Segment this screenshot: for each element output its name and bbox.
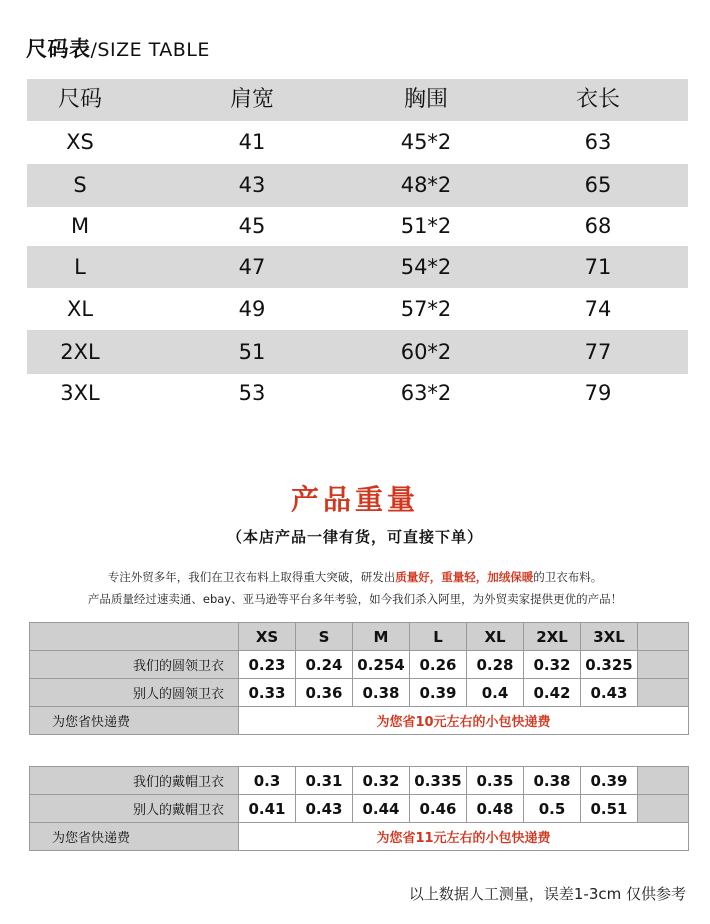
weight-size-header: L bbox=[410, 623, 467, 651]
weight-table-hoodie bbox=[29, 766, 689, 851]
weight-row-others bbox=[30, 795, 689, 823]
size-cell: 60*2 bbox=[400, 340, 452, 364]
weight-value: 0.32 bbox=[353, 767, 410, 795]
size-cell: S bbox=[73, 173, 87, 197]
weight-value: 0.39 bbox=[410, 679, 467, 707]
size-cell: 68 bbox=[584, 214, 612, 238]
size-cell: 71 bbox=[584, 255, 612, 279]
size-table-row bbox=[27, 374, 688, 413]
title-main: 尺码表 bbox=[26, 37, 91, 61]
size-cell: 2XL bbox=[60, 340, 100, 364]
size-cell: L bbox=[74, 255, 86, 279]
weight-row-tail bbox=[638, 767, 689, 795]
weight-value: 0.4 bbox=[467, 679, 524, 707]
weight-value: 0.44 bbox=[353, 795, 410, 823]
weight-value: 0.41 bbox=[239, 795, 296, 823]
weight-value: 0.43 bbox=[296, 795, 353, 823]
weight-value: 0.254 bbox=[353, 651, 410, 679]
weight-value: 0.36 bbox=[296, 679, 353, 707]
weight-table-crew bbox=[29, 622, 689, 735]
weight-row-tail bbox=[638, 651, 689, 679]
size-header-cell: 肩宽 bbox=[229, 87, 274, 112]
size-cell: 65 bbox=[584, 173, 612, 197]
weight-value: 0.43 bbox=[581, 679, 638, 707]
savings-label: 为您省快递费 bbox=[30, 707, 239, 735]
size-cell: 48*2 bbox=[400, 173, 452, 197]
weight-value: 0.23 bbox=[239, 651, 296, 679]
weight-header-row bbox=[30, 623, 689, 651]
weight-value: 0.28 bbox=[467, 651, 524, 679]
weight-value: 0.335 bbox=[410, 767, 467, 795]
weight-row-label: 别人的圆领卫衣 bbox=[30, 679, 239, 707]
weight-value: 0.46 bbox=[410, 795, 467, 823]
weight-value: 0.38 bbox=[353, 679, 410, 707]
size-cell: 41 bbox=[238, 130, 266, 154]
size-cell: XL bbox=[66, 297, 94, 321]
size-cell: 45 bbox=[238, 214, 266, 238]
size-header-cell: 尺码 bbox=[57, 87, 102, 112]
size-cell: 3XL bbox=[60, 381, 100, 405]
size-cell: 43 bbox=[238, 173, 266, 197]
weight-value: 0.48 bbox=[467, 795, 524, 823]
footer-note: 以上数据人工测量，误差1-3cm 仅供参考 bbox=[408, 885, 686, 903]
intro-text-a: 专注外贸多年，我们在卫衣布料上取得重大突破，研发出 bbox=[107, 570, 396, 584]
intro-line-2: 产品质量经过速卖通、ebay、亚马逊等平台多年考验，如今我们杀入阿里，为外贸卖家提供更优的产品！ bbox=[87, 592, 623, 606]
size-cell: 45*2 bbox=[400, 130, 452, 154]
weight-row-savings bbox=[30, 823, 689, 851]
size-table-row bbox=[27, 330, 688, 374]
size-cell: 51*2 bbox=[400, 214, 452, 238]
size-table-row bbox=[27, 246, 688, 288]
weight-value: 0.325 bbox=[581, 651, 638, 679]
weight-size-header: M bbox=[353, 623, 410, 651]
weight-value: 0.42 bbox=[524, 679, 581, 707]
intro-text-highlight: 质量好，重量轻，加绒保暖 bbox=[395, 570, 534, 584]
weight-size-header: 3XL bbox=[581, 623, 638, 651]
weight-size-header: XS bbox=[239, 623, 296, 651]
weight-size-header: XL bbox=[467, 623, 524, 651]
size-cell: 51 bbox=[238, 340, 266, 364]
size-cell: 77 bbox=[584, 340, 612, 364]
size-table-row bbox=[27, 207, 688, 246]
size-header-cell: 衣长 bbox=[575, 87, 620, 112]
size-header-cell: 胸围 bbox=[403, 87, 448, 112]
size-table-row bbox=[27, 121, 688, 164]
size-cell: 63*2 bbox=[400, 381, 452, 405]
weight-value: 0.32 bbox=[524, 651, 581, 679]
size-cell: 74 bbox=[584, 297, 612, 321]
weight-value: 0.31 bbox=[296, 767, 353, 795]
savings-note: 为您省10元左右的小包快递费 bbox=[239, 707, 689, 735]
size-table-header bbox=[27, 79, 688, 121]
weight-row-others bbox=[30, 679, 689, 707]
weight-row-tail bbox=[638, 795, 689, 823]
size-cell: 53 bbox=[238, 381, 266, 405]
weight-row-tail bbox=[638, 679, 689, 707]
savings-note: 为您省11元左右的小包快递费 bbox=[239, 823, 689, 851]
size-cell: 54*2 bbox=[400, 255, 452, 279]
weight-value: 0.3 bbox=[239, 767, 296, 795]
weight-value: 0.35 bbox=[467, 767, 524, 795]
size-cell: 63 bbox=[584, 130, 612, 154]
weight-value: 0.26 bbox=[410, 651, 467, 679]
savings-label: 为您省快递费 bbox=[30, 823, 239, 851]
weight-title: 产品重量 bbox=[290, 483, 419, 516]
size-cell: 49 bbox=[238, 297, 266, 321]
size-cell: M bbox=[70, 214, 90, 238]
size-cell: 57*2 bbox=[400, 297, 452, 321]
weight-value: 0.33 bbox=[239, 679, 296, 707]
weight-row-label: 我们的戴帽卫衣 bbox=[30, 767, 239, 795]
size-cell: XS bbox=[66, 130, 94, 154]
weight-value: 0.38 bbox=[524, 767, 581, 795]
weight-size-header: 2XL bbox=[524, 623, 581, 651]
weight-value: 0.51 bbox=[581, 795, 638, 823]
page-title bbox=[26, 33, 210, 63]
size-cell: 47 bbox=[238, 255, 266, 279]
weight-row-label: 我们的圆领卫衣 bbox=[30, 651, 239, 679]
weight-row-ours bbox=[30, 767, 689, 795]
size-cell: 79 bbox=[584, 381, 612, 405]
weight-value: 0.5 bbox=[524, 795, 581, 823]
weight-header-tail bbox=[638, 623, 689, 651]
weight-row-savings bbox=[30, 707, 689, 735]
title-sub: /SIZE TABLE bbox=[90, 39, 210, 61]
intro-text-b: 的卫衣布料。 bbox=[533, 570, 603, 584]
weight-row-ours bbox=[30, 651, 689, 679]
weight-size-header: S bbox=[296, 623, 353, 651]
weight-row-label: 别人的戴帽卫衣 bbox=[30, 795, 239, 823]
intro-line-1 bbox=[0, 569, 710, 585]
weight-subtitle: （本店产品一律有货，可直接下单） bbox=[226, 528, 483, 546]
weight-value: 0.39 bbox=[581, 767, 638, 795]
size-table-row bbox=[27, 164, 688, 207]
size-table-row bbox=[27, 288, 688, 330]
weight-value: 0.24 bbox=[296, 651, 353, 679]
weight-header-blank bbox=[30, 623, 239, 651]
